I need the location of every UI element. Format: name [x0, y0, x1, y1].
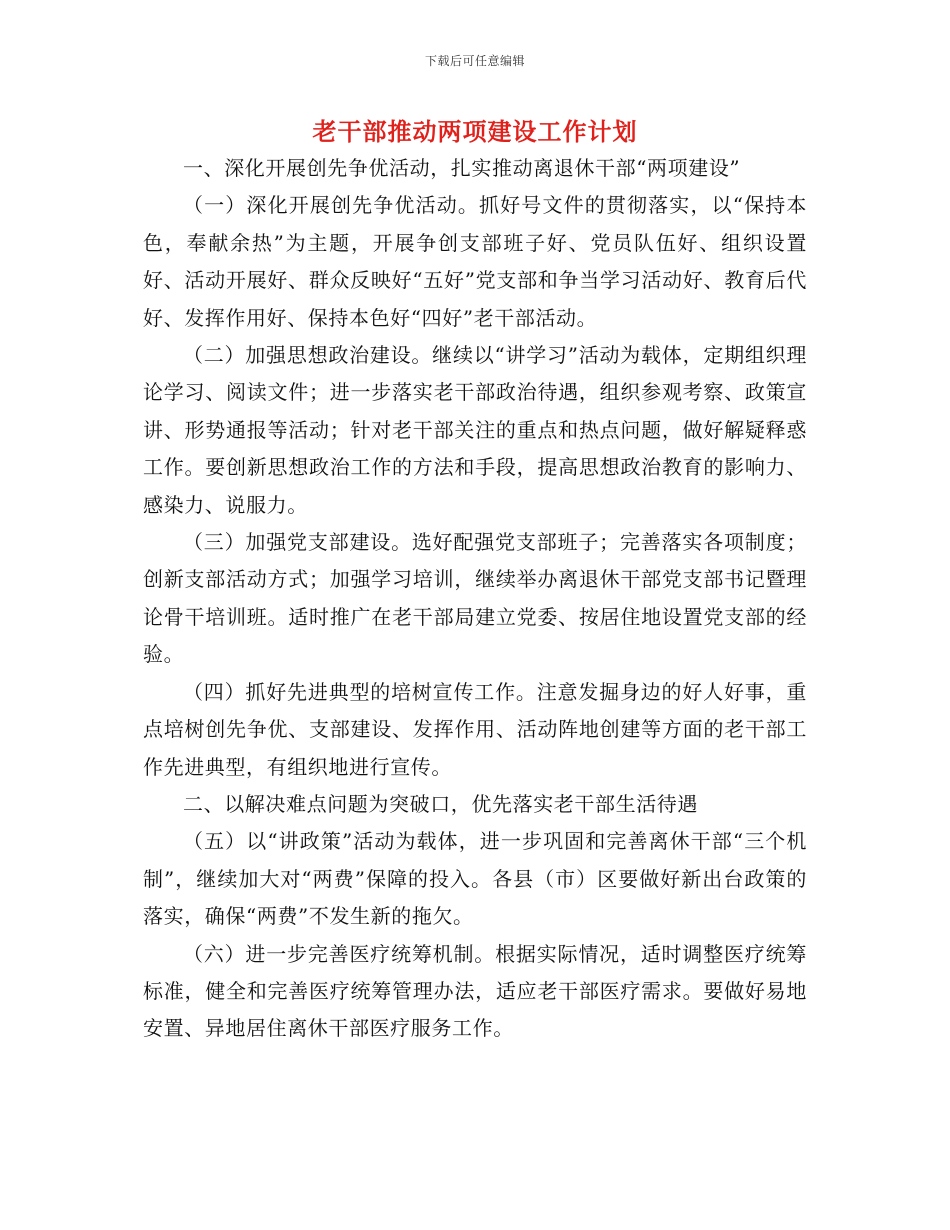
paragraph-5: （五）以“讲政策”活动为载体，进一步巩固和完善离休干部“三个机制”，继续加大对“两费”保障的投入。各县（市）区要做好新出台政策的落实，确保“两费”不发生新的拖欠。	[143, 829, 807, 929]
document-body	[143, 150, 807, 1048]
document-title: 老干部推动两项建设工作计划	[312, 117, 638, 146]
paragraph-6: （六）进一步完善医疗统筹机制。根据实际情况，适时调整医疗统筹标准，健全和完善医疗统筹管理办法，适应老干部医疗需求。要做好易地安置、异地居住离休干部医疗服务工作。	[143, 941, 807, 1041]
paragraph-1: （一）深化开展创先争优活动。抓好号文件的贯彻落实，以“保持本色，奉献余热”为主题，开展争创支部班子好、党员队伍好、组织设置好、活动开展好、群众反映好“五好”党支部和争当学习活动好、教育后代好、发挥作用好、保持本色好“四好”老干部活动。	[143, 193, 807, 330]
paragraph-4: （四）抓好先进典型的培树宣传工作。注意发掘身边的好人好事，重点培树创先争优、支部建设、发挥作用、活动阵地创建等方面的老干部工作先进典型，有组织地进行宣传。	[143, 679, 807, 779]
section-heading-2: 二、以解决难点问题为突破口，优先落实老干部生活待遇	[183, 791, 698, 816]
section-heading-1: 一、深化开展创先争优活动，扎实推动离退休干部“两项建设”	[183, 156, 741, 180]
paragraph-2: （二）加强思想政治建设。继续以“讲学习”活动为载体，定期组织理论学习、阅读文件；进一步落实老干部政治待遇，组织参观考察、政策宣讲、形势通报等活动；针对老干部关注的重点和热点问题，做好解疑释惑工作。要创新思想政治工作的方法和手段，提高思想政治教育的影响力、感染力、说服力。	[143, 343, 807, 517]
page-header: 下载后可任意编辑	[424, 54, 525, 68]
paragraph-3: （三）加强党支部建设。选好配强党支部班子；完善落实各项制度；创新支部活动方式；加强学习培训，继续举办离退休干部党支部书记暨理论骨干培训班。适时推广在老干部局建立党委、按居住地设置党支部的经验。	[143, 530, 807, 667]
